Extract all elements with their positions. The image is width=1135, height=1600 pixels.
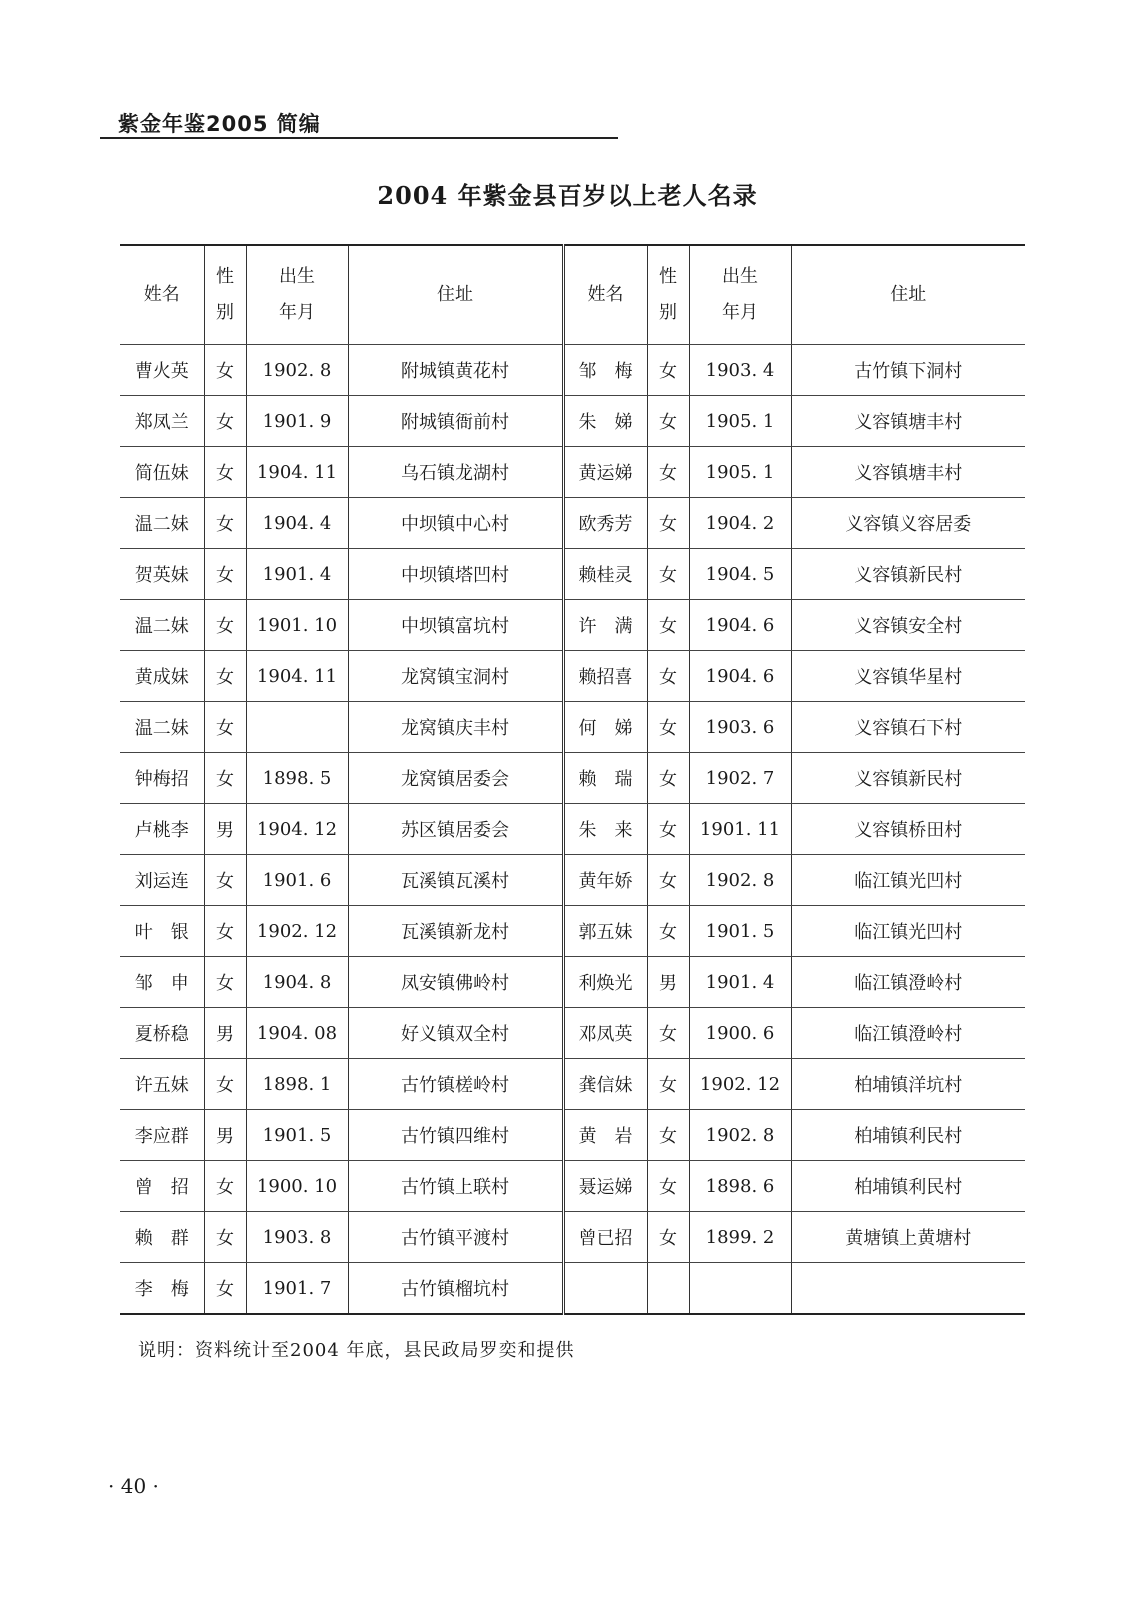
cell-address-left: 古竹镇平渡村 — [348, 1212, 563, 1263]
cell-address-right: 临江镇光凹村 — [791, 906, 1025, 957]
cell-birth-left: 1901. 9 — [246, 396, 348, 447]
cell-address-right: 义容镇义容居委 — [791, 498, 1025, 549]
cell-sex-left: 女 — [204, 549, 246, 600]
cell-sex-left: 男 — [204, 804, 246, 855]
cell-sex-right: 女 — [647, 549, 689, 600]
cell-birth-left: 1904. 8 — [246, 957, 348, 1008]
cell-sex-left: 女 — [204, 855, 246, 906]
cell-name-right: 欧秀芳 — [563, 498, 647, 549]
cell-name-left: 邹 申 — [120, 957, 204, 1008]
cell-birth-right: 1901. 11 — [689, 804, 791, 855]
cell-address-left: 附城镇黄花村 — [348, 345, 563, 396]
cell-sex-right: 女 — [647, 1110, 689, 1161]
cell-birth-right — [689, 1263, 791, 1315]
cell-name-left: 曾 招 — [120, 1161, 204, 1212]
table-row — [120, 447, 1025, 498]
cell-name-left: 李 梅 — [120, 1263, 204, 1315]
header-address-right: 住址 — [791, 245, 1025, 345]
cell-address-right: 临江镇光凹村 — [791, 855, 1025, 906]
cell-name-right: 黄运娣 — [563, 447, 647, 498]
cell-sex-right: 女 — [647, 498, 689, 549]
table-row — [120, 1212, 1025, 1263]
header-name-left: 姓名 — [120, 245, 204, 345]
cell-name-left: 叶 银 — [120, 906, 204, 957]
table-row — [120, 906, 1025, 957]
cell-birth-right: 1902. 7 — [689, 753, 791, 804]
cell-address-left: 古竹镇榴坑村 — [348, 1263, 563, 1315]
cell-sex-right: 女 — [647, 447, 689, 498]
table-row — [120, 702, 1025, 753]
cell-address-left: 凤安镇佛岭村 — [348, 957, 563, 1008]
cell-birth-left: 1902. 12 — [246, 906, 348, 957]
cell-birth-left: 1901. 10 — [246, 600, 348, 651]
table-row — [120, 600, 1025, 651]
header-birth-left: 出生 年月 — [246, 245, 348, 345]
cell-sex-right: 女 — [647, 1059, 689, 1110]
cell-birth-right: 1905. 1 — [689, 396, 791, 447]
cell-birth-left — [246, 702, 348, 753]
cell-birth-left: 1900. 10 — [246, 1161, 348, 1212]
cell-name-right: 利焕光 — [563, 957, 647, 1008]
table-body — [120, 345, 1025, 1315]
cell-sex-left: 女 — [204, 753, 246, 804]
cell-birth-left: 1904. 12 — [246, 804, 348, 855]
cell-name-right: 朱 来 — [563, 804, 647, 855]
cell-address-right: 义容镇石下村 — [791, 702, 1025, 753]
cell-sex-left: 女 — [204, 1161, 246, 1212]
cell-birth-right: 1904. 2 — [689, 498, 791, 549]
cell-address-left: 中坝镇中心村 — [348, 498, 563, 549]
cell-name-left: 贺英妹 — [120, 549, 204, 600]
cell-name-right: 黄年娇 — [563, 855, 647, 906]
cell-name-right: 朱 娣 — [563, 396, 647, 447]
cell-birth-left: 1901. 6 — [246, 855, 348, 906]
centenarian-table — [120, 244, 1025, 1315]
cell-address-right: 义容镇塘丰村 — [791, 447, 1025, 498]
cell-address-left: 中坝镇塔凹村 — [348, 549, 563, 600]
table-note: 说明：资料统计至2004 年底，县民政局罗奕和提供 — [138, 1340, 575, 1361]
cell-birth-left: 1904. 11 — [246, 651, 348, 702]
page-number: · 40 · — [108, 1474, 159, 1498]
cell-birth-left: 1901. 5 — [246, 1110, 348, 1161]
cell-name-left: 钟梅招 — [120, 753, 204, 804]
table-row — [120, 1110, 1025, 1161]
cell-birth-right: 1904. 6 — [689, 600, 791, 651]
table-row — [120, 804, 1025, 855]
cell-sex-left: 女 — [204, 1212, 246, 1263]
cell-address-right: 义容镇新民村 — [791, 753, 1025, 804]
header-rule — [100, 137, 618, 139]
cell-name-right: 邹 梅 — [563, 345, 647, 396]
cell-name-right: 聂运娣 — [563, 1161, 647, 1212]
cell-birth-left: 1904. 4 — [246, 498, 348, 549]
cell-name-left: 曹火英 — [120, 345, 204, 396]
cell-address-left: 古竹镇槎岭村 — [348, 1059, 563, 1110]
header-address-left: 住址 — [348, 245, 563, 345]
cell-address-right: 临江镇澄岭村 — [791, 957, 1025, 1008]
cell-address-left: 龙窝镇宝洞村 — [348, 651, 563, 702]
table-row — [120, 651, 1025, 702]
cell-name-right: 何 娣 — [563, 702, 647, 753]
cell-address-left: 古竹镇上联村 — [348, 1161, 563, 1212]
table-row — [120, 1161, 1025, 1212]
cell-sex-left: 女 — [204, 345, 246, 396]
header-birth-right: 出生 年月 — [689, 245, 791, 345]
cell-sex-right: 男 — [647, 957, 689, 1008]
cell-birth-left: 1904. 11 — [246, 447, 348, 498]
table-row — [120, 957, 1025, 1008]
cell-birth-right: 1902. 8 — [689, 1110, 791, 1161]
cell-sex-right: 女 — [647, 753, 689, 804]
cell-sex-left: 男 — [204, 1110, 246, 1161]
cell-sex-left: 女 — [204, 447, 246, 498]
cell-sex-right: 女 — [647, 855, 689, 906]
cell-address-right: 义容镇华星村 — [791, 651, 1025, 702]
cell-sex-left: 女 — [204, 396, 246, 447]
cell-birth-right: 1902. 8 — [689, 855, 791, 906]
cell-name-left: 简伍妹 — [120, 447, 204, 498]
header-sex-right: 性 别 — [647, 245, 689, 345]
cell-name-left: 李应群 — [120, 1110, 204, 1161]
cell-sex-left: 女 — [204, 651, 246, 702]
table-row — [120, 1263, 1025, 1315]
cell-sex-left: 女 — [204, 1263, 246, 1315]
cell-name-right: 赖桂灵 — [563, 549, 647, 600]
cell-address-left: 苏区镇居委会 — [348, 804, 563, 855]
cell-sex-right: 女 — [647, 702, 689, 753]
cell-sex-right: 女 — [647, 1008, 689, 1059]
cell-address-left: 瓦溪镇瓦溪村 — [348, 855, 563, 906]
running-head: 紫金年鉴2005 简编 — [118, 112, 321, 136]
cell-birth-right: 1900. 6 — [689, 1008, 791, 1059]
cell-address-left: 古竹镇四维村 — [348, 1110, 563, 1161]
cell-address-left: 龙窝镇庆丰村 — [348, 702, 563, 753]
cell-name-left: 黄成妹 — [120, 651, 204, 702]
cell-address-left: 附城镇衙前村 — [348, 396, 563, 447]
cell-address-right: 柏埔镇洋坑村 — [791, 1059, 1025, 1110]
table-row — [120, 1059, 1025, 1110]
cell-name-left: 温二妹 — [120, 600, 204, 651]
table-header-row — [120, 245, 1025, 345]
cell-address-right: 义容镇塘丰村 — [791, 396, 1025, 447]
cell-sex-left: 女 — [204, 957, 246, 1008]
cell-address-left: 乌石镇龙湖村 — [348, 447, 563, 498]
table-row — [120, 396, 1025, 447]
cell-name-right — [563, 1263, 647, 1315]
cell-address-right: 义容镇安全村 — [791, 600, 1025, 651]
cell-birth-left: 1898. 1 — [246, 1059, 348, 1110]
cell-address-right: 黄塘镇上黄塘村 — [791, 1212, 1025, 1263]
cell-name-right: 黄 岩 — [563, 1110, 647, 1161]
cell-name-right: 赖招喜 — [563, 651, 647, 702]
cell-name-left: 温二妹 — [120, 702, 204, 753]
cell-name-right: 许 满 — [563, 600, 647, 651]
cell-address-left: 瓦溪镇新龙村 — [348, 906, 563, 957]
table-row — [120, 1008, 1025, 1059]
cell-name-left: 赖 群 — [120, 1212, 204, 1263]
cell-address-right: 临江镇澄岭村 — [791, 1008, 1025, 1059]
cell-birth-right: 1903. 6 — [689, 702, 791, 753]
cell-name-left: 刘运连 — [120, 855, 204, 906]
cell-address-right: 义容镇桥田村 — [791, 804, 1025, 855]
cell-birth-right: 1902. 12 — [689, 1059, 791, 1110]
cell-sex-left: 女 — [204, 906, 246, 957]
cell-name-right: 赖 瑞 — [563, 753, 647, 804]
cell-sex-right: 女 — [647, 804, 689, 855]
cell-name-right: 曾已招 — [563, 1212, 647, 1263]
cell-sex-right: 女 — [647, 1212, 689, 1263]
cell-sex-left: 男 — [204, 1008, 246, 1059]
cell-name-right: 邓凤英 — [563, 1008, 647, 1059]
cell-sex-right: 女 — [647, 651, 689, 702]
cell-birth-left: 1902. 8 — [246, 345, 348, 396]
cell-address-left: 中坝镇富坑村 — [348, 600, 563, 651]
cell-sex-right: 女 — [647, 906, 689, 957]
cell-birth-right: 1904. 6 — [689, 651, 791, 702]
header-name-right: 姓名 — [563, 245, 647, 345]
cell-sex-left: 女 — [204, 600, 246, 651]
cell-name-left: 郑凤兰 — [120, 396, 204, 447]
cell-sex-right: 女 — [647, 345, 689, 396]
cell-address-right: 古竹镇下洞村 — [791, 345, 1025, 396]
table-row — [120, 345, 1025, 396]
cell-address-right: 义容镇新民村 — [791, 549, 1025, 600]
cell-birth-right: 1904. 5 — [689, 549, 791, 600]
cell-name-left: 夏桥稳 — [120, 1008, 204, 1059]
cell-birth-right: 1901. 5 — [689, 906, 791, 957]
table-row — [120, 549, 1025, 600]
cell-birth-right: 1905. 1 — [689, 447, 791, 498]
cell-sex-left: 女 — [204, 1059, 246, 1110]
cell-birth-right: 1899. 2 — [689, 1212, 791, 1263]
page-title: 2004 年紫金县百岁以上老人名录 — [377, 181, 758, 210]
cell-name-left: 卢桃李 — [120, 804, 204, 855]
cell-birth-right: 1898. 6 — [689, 1161, 791, 1212]
cell-sex-left: 女 — [204, 702, 246, 753]
cell-birth-right: 1901. 4 — [689, 957, 791, 1008]
cell-birth-left: 1903. 8 — [246, 1212, 348, 1263]
cell-sex-right: 女 — [647, 1161, 689, 1212]
header-sex-left: 性 别 — [204, 245, 246, 345]
cell-address-left: 好义镇双全村 — [348, 1008, 563, 1059]
table-row — [120, 855, 1025, 906]
cell-birth-left: 1901. 7 — [246, 1263, 348, 1315]
cell-name-left: 许五妹 — [120, 1059, 204, 1110]
cell-sex-left: 女 — [204, 498, 246, 549]
table-row — [120, 498, 1025, 549]
cell-name-left: 温二妹 — [120, 498, 204, 549]
cell-sex-right: 女 — [647, 600, 689, 651]
cell-birth-left: 1904. 08 — [246, 1008, 348, 1059]
cell-birth-left: 1901. 4 — [246, 549, 348, 600]
cell-name-right: 郭五妹 — [563, 906, 647, 957]
cell-sex-right — [647, 1263, 689, 1315]
cell-address-left: 龙窝镇居委会 — [348, 753, 563, 804]
cell-sex-right: 女 — [647, 396, 689, 447]
cell-birth-left: 1898. 5 — [246, 753, 348, 804]
cell-birth-right: 1903. 4 — [689, 345, 791, 396]
table-row — [120, 753, 1025, 804]
cell-name-right: 龚信妹 — [563, 1059, 647, 1110]
cell-address-right: 柏埔镇利民村 — [791, 1161, 1025, 1212]
cell-address-right: 柏埔镇利民村 — [791, 1110, 1025, 1161]
cell-address-right — [791, 1263, 1025, 1315]
